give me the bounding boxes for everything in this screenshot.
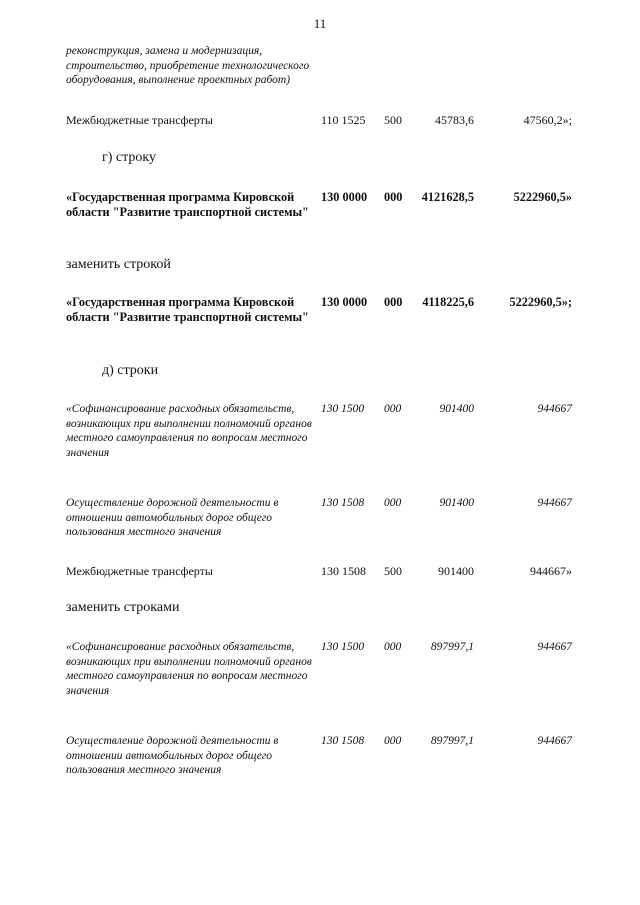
paragraph-g: г) строку <box>102 150 157 165</box>
page-number: 11 <box>313 16 327 31</box>
row-sum-1: 4118225,6 <box>422 295 474 309</box>
row-code: 130 1500 <box>321 403 365 415</box>
row-sum-2: 5222960,5» <box>513 190 572 204</box>
row-sum-1: 45783,6 <box>435 113 474 127</box>
row-sum-2: 944667» <box>530 564 572 578</box>
table-row-cofinancing-old <box>0 402 640 482</box>
row-code: 130 0000 <box>321 295 368 309</box>
paragraph-replace-row: заменить строкой <box>66 257 171 272</box>
row-sum-2: 944667 <box>537 641 572 653</box>
row-name: Осуществление дорожной деятельности в отношении автомобильных дорог общего пользования местного значения <box>66 735 279 776</box>
row-sum-2: 944667 <box>537 497 572 509</box>
continuation-text: реконструкция, замена и модернизация, строительство, приобретение технологического оборудования, выполнение проектных работ) <box>66 45 310 86</box>
row-name: Осуществление дорожной деятельности в отношении автомобильных дорог общего пользования местного значения <box>66 497 279 538</box>
row-sum-1: 901400 <box>439 403 474 415</box>
row-vr: 000 <box>384 403 402 415</box>
row-code: 110 1525 <box>321 113 366 127</box>
row-name: «Государственная программа Кировской области "Развитие транспортной системы" <box>66 295 309 324</box>
row-code: 130 1500 <box>321 641 365 653</box>
table-row-transfers-1 <box>0 113 640 193</box>
row-vr: 000 <box>384 497 402 509</box>
row-vr: 500 <box>384 564 402 578</box>
paragraph-d: д) строки <box>102 363 159 378</box>
row-name: Межбюджетные трансферты <box>66 113 213 127</box>
row-name: «Софинансирование расходных обязательств, возникающих при выполнении полномочий органов местного самоуправления по вопросам местного значения <box>66 403 312 459</box>
row-vr: 000 <box>384 735 402 747</box>
row-vr: 500 <box>384 113 402 127</box>
row-name: Межбюджетные трансферты <box>66 564 213 578</box>
row-sum-2: 5222960,5»; <box>509 295 572 309</box>
row-vr: 000 <box>384 190 403 204</box>
row-code: 130 1508 <box>321 564 366 578</box>
row-vr: 000 <box>384 641 402 653</box>
row-sum-1: 901400 <box>439 497 474 509</box>
row-name: «Государственная программа Кировской области "Развитие транспортной системы" <box>66 190 309 219</box>
table-row-cofinancing-new <box>0 640 640 720</box>
row-sum-1: 897997,1 <box>430 735 474 747</box>
row-sum-2: 944667 <box>537 735 572 747</box>
row-name: «Софинансирование расходных обязательств, возникающих при выполнении полномочий органов местного самоуправления по вопросам местного значения <box>66 641 312 697</box>
table-row-program-new <box>0 295 640 375</box>
paragraph-replace-rows: заменить строками <box>66 600 180 615</box>
row-code: 130 1508 <box>321 497 365 509</box>
row-code: 130 0000 <box>321 190 368 204</box>
row-sum-1: 897997,1 <box>430 641 474 653</box>
row-sum-2: 47560,2»; <box>523 113 572 127</box>
row-sum-1: 901400 <box>438 564 474 578</box>
row-code: 130 1508 <box>321 735 365 747</box>
row-sum-1: 4121628,5 <box>421 190 474 204</box>
table-row-road-new <box>0 734 640 814</box>
row-vr: 000 <box>384 295 403 309</box>
row-sum-2: 944667 <box>537 403 572 415</box>
